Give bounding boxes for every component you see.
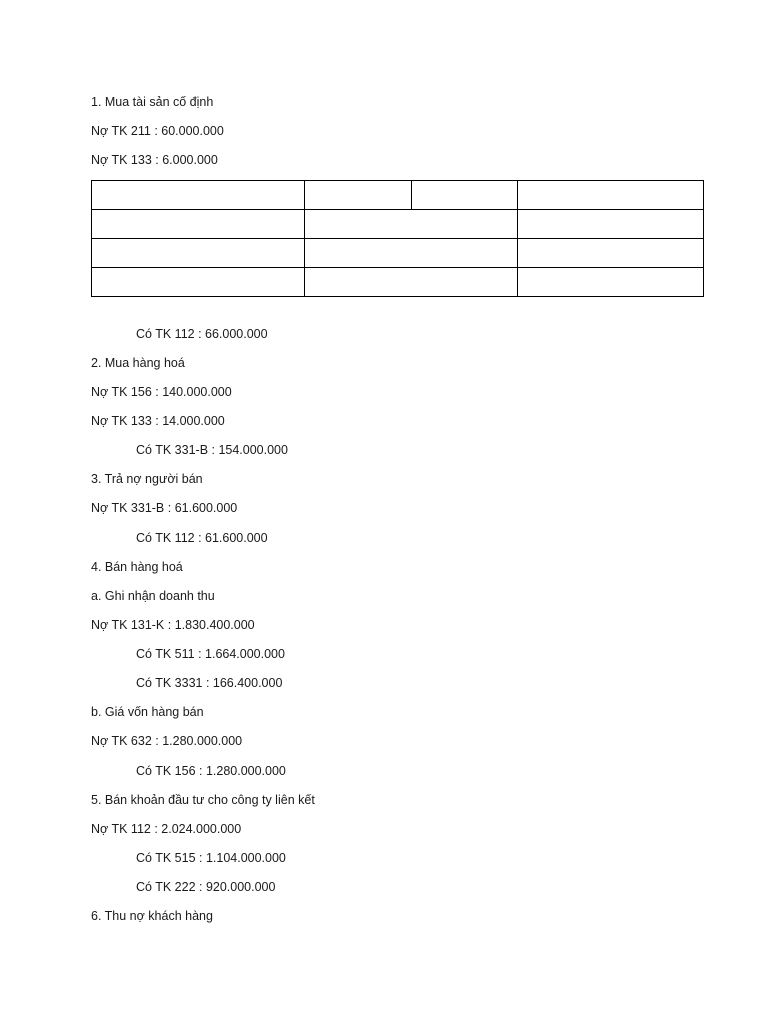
table-cell [92,268,305,297]
table-row [92,268,704,297]
table-cell [305,181,412,210]
credit-entry: Có TK 3331 : 166.400.000 [136,676,283,690]
credit-entry: Có TK 112 : 61.600.000 [136,531,268,545]
debit-entry: Nợ TK 133 : 6.000.000 [91,153,218,167]
credit-entry: Có TK 511 : 1.664.000.000 [136,647,285,661]
table-row [92,181,704,210]
credit-entry: Có TK 331-B : 154.000.000 [136,443,288,457]
table-cell [305,239,518,268]
table-cell [518,268,704,297]
table-cell [412,181,518,210]
debit-entry: Nợ TK 131-K : 1.830.400.000 [91,618,255,632]
debit-entry: Nợ TK 133 : 14.000.000 [91,414,225,428]
credit-entry: Có TK 222 : 920.000.000 [136,880,276,894]
debit-entry: Nợ TK 112 : 2.024.000.000 [91,822,242,836]
table-cell [92,210,305,239]
heading-goods-purchase: 2. Mua hàng hoá [91,356,185,370]
heading-sell-goods: 4. Bán hàng hoá [91,560,183,574]
debit-entry: Nợ TK 331-B : 61.600.000 [91,501,238,515]
table-row [92,239,704,268]
table-cell [518,239,704,268]
table-cell [305,210,518,239]
table-cell [92,239,305,268]
empty-table [91,180,704,297]
table-row [92,210,704,239]
heading-pay-supplier: 3. Trả nợ người bán [91,472,203,486]
heading-sell-investment: 5. Bán khoản đầu tư cho công ty liên kết [91,793,315,807]
debit-entry: Nợ TK 211 : 60.000.000 [91,124,224,138]
subheading-cost-of-goods-sold: b. Giá vốn hàng bán [91,705,204,719]
credit-entry: Có TK 515 : 1.104.000.000 [136,851,286,865]
debit-entry: Nợ TK 632 : 1.280.000.000 [91,734,243,748]
table-cell [518,210,704,239]
credit-entry: Có TK 156 : 1.280.000.000 [136,764,286,778]
subheading-record-revenue: a. Ghi nhận doanh thu [91,589,215,603]
heading-collect-receivables: 6. Thu nợ khách hàng [91,909,213,923]
debit-entry: Nợ TK 156 : 140.000.000 [91,385,232,399]
table-cell [92,181,305,210]
table-cell [305,268,518,297]
heading-fixed-asset-purchase: 1. Mua tài sản cố định [91,95,214,109]
credit-entry: Có TK 112 : 66.000.000 [136,327,268,341]
table-cell [518,181,704,210]
